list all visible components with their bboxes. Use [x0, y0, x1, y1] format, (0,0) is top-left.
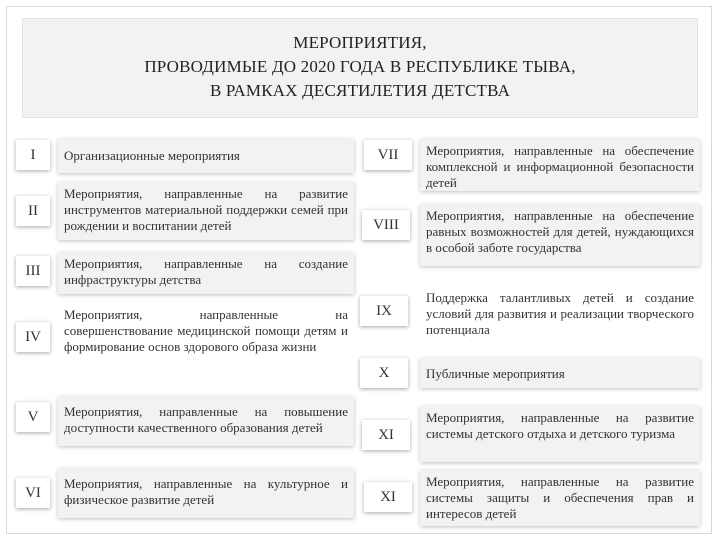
- number-badge-12: XI: [364, 482, 412, 512]
- number-badge-8: VIII: [362, 210, 410, 240]
- item-safety: [420, 139, 700, 191]
- number-badge-5: V: [16, 402, 50, 432]
- title-line-3: В РАМКАХ ДЕСЯТИЛЕТИЯ ДЕТСТВА: [209, 81, 511, 100]
- item-text: Мероприятия, направленные на обеспечение комплексной и информационной безопасности детей: [426, 143, 694, 190]
- title-line-2: ПРОВОДИМЫЕ ДО 2020 ГОДА В РЕСПУБЛИКЕ ТЫВА,: [144, 57, 576, 76]
- title-box: [22, 18, 698, 118]
- item-org-events: [58, 139, 354, 173]
- number-badge-3: III: [16, 256, 50, 286]
- number-badge-9: IX: [360, 296, 408, 326]
- item-text: Мероприятия, направленные на обеспечение равных возможностей для детей, нуждающихся в особой заботе государства: [426, 208, 694, 255]
- item-rights-protection: [420, 470, 700, 526]
- item-public-events: [420, 358, 700, 388]
- number-badge-7: VII: [364, 140, 412, 170]
- number-badge-11: XI: [362, 420, 410, 450]
- number-badge-10: X: [360, 358, 408, 388]
- item-text: Мероприятия, направленные на повышение доступности качественного образования детей: [64, 404, 348, 435]
- item-material-support: [58, 182, 354, 240]
- item-text: Мероприятия, направленные на культурное и физическое развитие детей: [64, 476, 348, 507]
- item-recreation-tourism: [420, 406, 700, 462]
- item-education: [58, 396, 354, 446]
- item-text: Организационные мероприятия: [64, 148, 240, 163]
- item-text: Поддержка талантливых детей и создание условий для развития и реализации творческого потенциала: [426, 290, 694, 337]
- item-text: Мероприятия, направленные на развитие системы детского отдыха и детского туризма: [426, 410, 694, 441]
- item-infrastructure: [58, 252, 354, 294]
- number-badge-1: I: [16, 140, 50, 170]
- item-equal-opportunities: [420, 204, 700, 266]
- number-badge-4: IV: [16, 322, 50, 352]
- item-talented-children: [420, 286, 700, 342]
- item-text: Мероприятия, направленные на совершенствование медицинской помощи детям и формирование основ здорового образа жизни: [64, 307, 348, 354]
- item-text: Публичные мероприятия: [426, 366, 565, 381]
- title-line-1: МЕРОПРИЯТИЯ,: [293, 33, 427, 52]
- item-medical-care: [58, 303, 354, 379]
- item-text: Мероприятия, направленные на развитие системы защиты и обеспечения прав и интересов детей: [426, 474, 694, 521]
- number-badge-6: VI: [16, 478, 50, 508]
- item-culture-sport: [58, 468, 354, 518]
- item-text: Мероприятия, направленные на создание инфраструктуры детства: [64, 256, 348, 287]
- number-badge-2: II: [16, 196, 50, 226]
- item-text: Мероприятия, направленные на развитие инструментов материальной поддержки семей при рождении и воспитании детей: [64, 186, 348, 233]
